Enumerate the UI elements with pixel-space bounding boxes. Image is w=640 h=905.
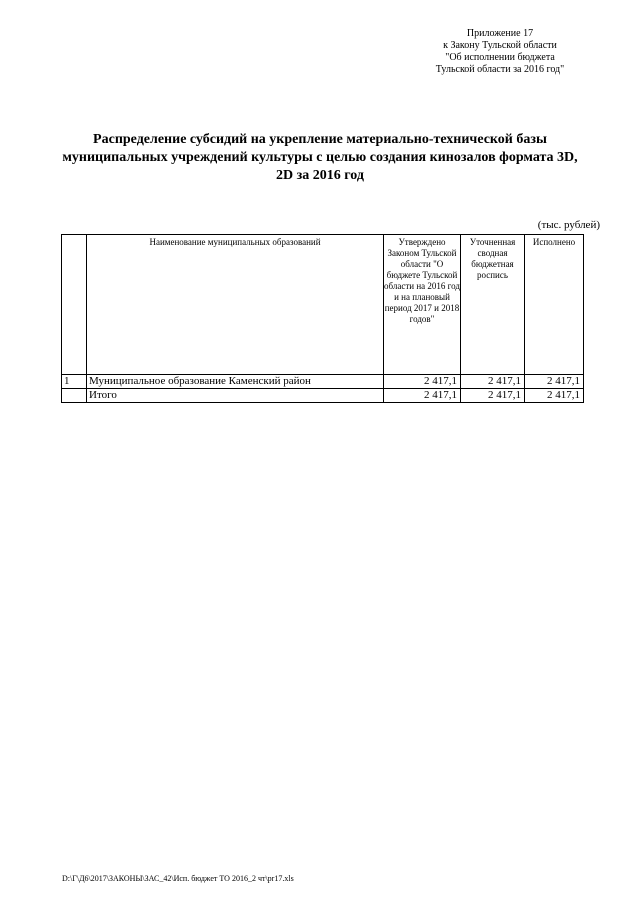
table-header-row (62, 235, 584, 375)
appendix-line: Тульской области за 2016 год" (435, 64, 565, 75)
header-approved: Утверждено Законом Тульской области "О бюджете Тульской области на 2016 год и на плановый период 2017 и 2018 годов" (384, 235, 461, 375)
header-name: Наименование муниципальных образований (87, 235, 384, 375)
row-refined: 2 417,1 (461, 375, 525, 389)
header-refined: Уточненная сводная бюджетная роспись (461, 235, 525, 375)
row-executed: 2 417,1 (525, 375, 584, 389)
file-path-footer: D:\Г\Д6\2017\ЗАКОНЫ\ЗАС_42\Исп. бюджет ТО 2016_2 чт\pr17.xls (62, 874, 294, 883)
total-row (62, 389, 584, 403)
appendix-line: к Закону Тульской области (443, 40, 557, 51)
title-line: 2D за 2016 год (276, 168, 364, 183)
title-line: Распределение субсидий на укрепление материально-технической базы (93, 132, 547, 147)
header-number (62, 235, 87, 375)
table-row (62, 375, 584, 389)
total-refined: 2 417,1 (461, 389, 525, 403)
appendix-reference (400, 28, 600, 76)
appendix-line: "Об исполнении бюджета (445, 52, 555, 63)
document-title (40, 131, 600, 185)
total-number (62, 389, 87, 403)
title-line: муниципальных учреждений культуры с целью создания кинозалов формата 3D, (62, 150, 578, 165)
total-approved: 2 417,1 (384, 389, 461, 403)
units-label: (тыс. рублей) (537, 219, 600, 231)
subsidy-table (61, 234, 584, 403)
row-number: 1 (62, 375, 87, 389)
row-name: Муниципальное образование Каменский район (87, 375, 384, 389)
total-executed: 2 417,1 (525, 389, 584, 403)
header-executed: Исполнено (525, 235, 584, 375)
row-approved: 2 417,1 (384, 375, 461, 389)
appendix-line: Приложение 17 (466, 28, 534, 39)
total-name: Итого (87, 389, 384, 403)
